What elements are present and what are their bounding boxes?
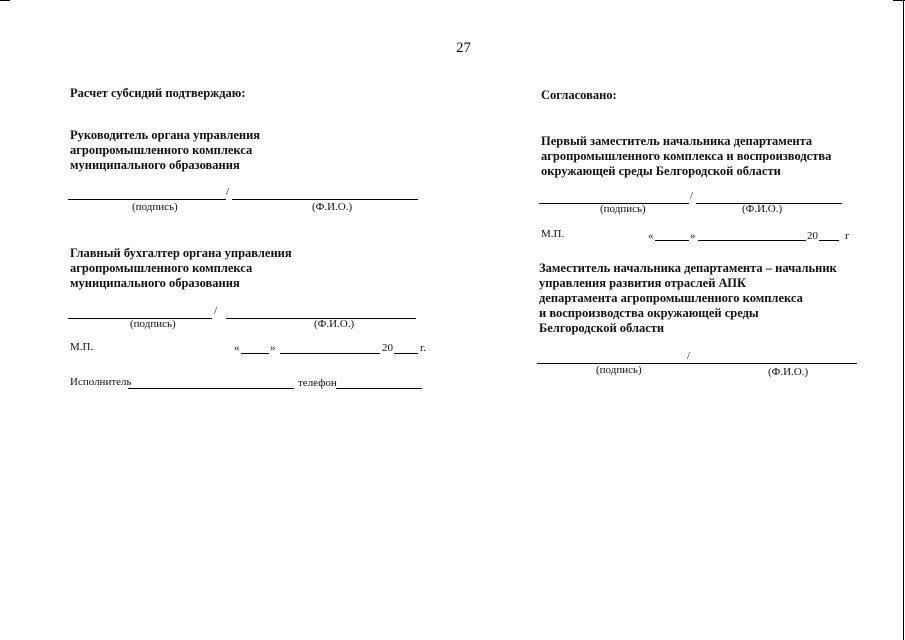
scan-edge-top-right	[893, 0, 905, 1]
executor-label: Исполнитель	[70, 376, 132, 388]
deputy-title	[539, 261, 837, 336]
left-stamp-label: М.П.	[70, 341, 94, 353]
left-date-day-line[interactable]	[241, 353, 269, 354]
accountant-title	[70, 246, 292, 291]
phone-label: телефон	[298, 377, 337, 389]
right-date-year-prefix: 20	[807, 230, 818, 242]
right-date-year-line[interactable]	[819, 240, 839, 241]
first-deputy-title-line: агропромышленного комплекса и воспроизводства	[541, 149, 832, 163]
phone-field[interactable]	[336, 388, 422, 389]
first-deputy-title-line: Первый заместитель начальника департамента	[541, 134, 813, 148]
accountant-name-caption: (Ф.И.О.)	[314, 318, 355, 330]
right-date-open-quote: «	[648, 230, 654, 242]
deputy-title-line: управления развития отраслей АПК	[539, 276, 747, 290]
right-date-close-quote: »	[690, 230, 696, 242]
right-date-suffix: г	[845, 230, 850, 242]
right-stamp-label: М.П.	[541, 228, 565, 240]
deputy-signature-line[interactable]	[537, 363, 857, 364]
left-date-year-prefix: 20	[382, 342, 393, 354]
head-title-line: муниципального образования	[70, 158, 240, 172]
first-deputy-name-caption: (Ф.И.О.)	[742, 203, 783, 215]
head-title-line: агропромышленного комплекса	[70, 143, 253, 157]
confirm-heading: Расчет субсидий подтверждаю:	[70, 86, 246, 100]
head-name-caption: (Ф.И.О.)	[312, 201, 353, 213]
deputy-title-line: Белгородской области	[539, 321, 665, 335]
left-date-close-quote: »	[270, 342, 276, 354]
first-deputy-title	[541, 134, 831, 179]
left-date-month-line[interactable]	[280, 353, 380, 354]
first-deputy-title-line: окружающей среды Белгородской области	[541, 164, 781, 178]
head-title-line: Руководитель органа управления	[70, 128, 261, 142]
page-number: 27	[456, 40, 471, 56]
right-date-day-line[interactable]	[655, 240, 689, 241]
scan-edge-top	[0, 0, 10, 1]
first-deputy-signature-caption: (подпись)	[600, 203, 646, 215]
accountant-signature-caption: (подпись)	[130, 318, 176, 330]
left-date-open-quote: «	[234, 342, 240, 354]
head-name-line[interactable]	[232, 199, 418, 200]
deputy-slash: /	[687, 350, 691, 362]
deputy-name-caption: (Ф.И.О.)	[768, 366, 809, 378]
accountant-title-line: муниципального образования	[70, 276, 240, 290]
accountant-title-line: агропромышленного комплекса	[70, 261, 253, 275]
left-date-year-line[interactable]	[394, 353, 418, 354]
deputy-signature-caption: (подпись)	[596, 364, 642, 376]
deputy-title-line: Заместитель начальника департамента – начальник	[539, 261, 837, 275]
head-slash: /	[226, 186, 230, 198]
left-date-suffix: г.	[420, 342, 427, 354]
deputy-title-line: департамента агропромышленного комплекса	[539, 291, 803, 305]
accountant-title-line: Главный бухгалтер органа управления	[70, 246, 292, 260]
head-title	[70, 128, 260, 173]
right-date-month-line[interactable]	[698, 240, 806, 241]
accountant-slash: /	[214, 305, 218, 317]
deputy-title-line: и воспроизводства окружающей среды	[539, 306, 759, 320]
first-deputy-slash: /	[690, 190, 694, 202]
scan-edge-right	[903, 0, 904, 640]
agreed-heading: Согласовано:	[541, 88, 617, 102]
head-signature-caption: (подпись)	[132, 201, 178, 213]
executor-field[interactable]	[128, 388, 294, 389]
head-signature-line[interactable]	[68, 199, 226, 200]
